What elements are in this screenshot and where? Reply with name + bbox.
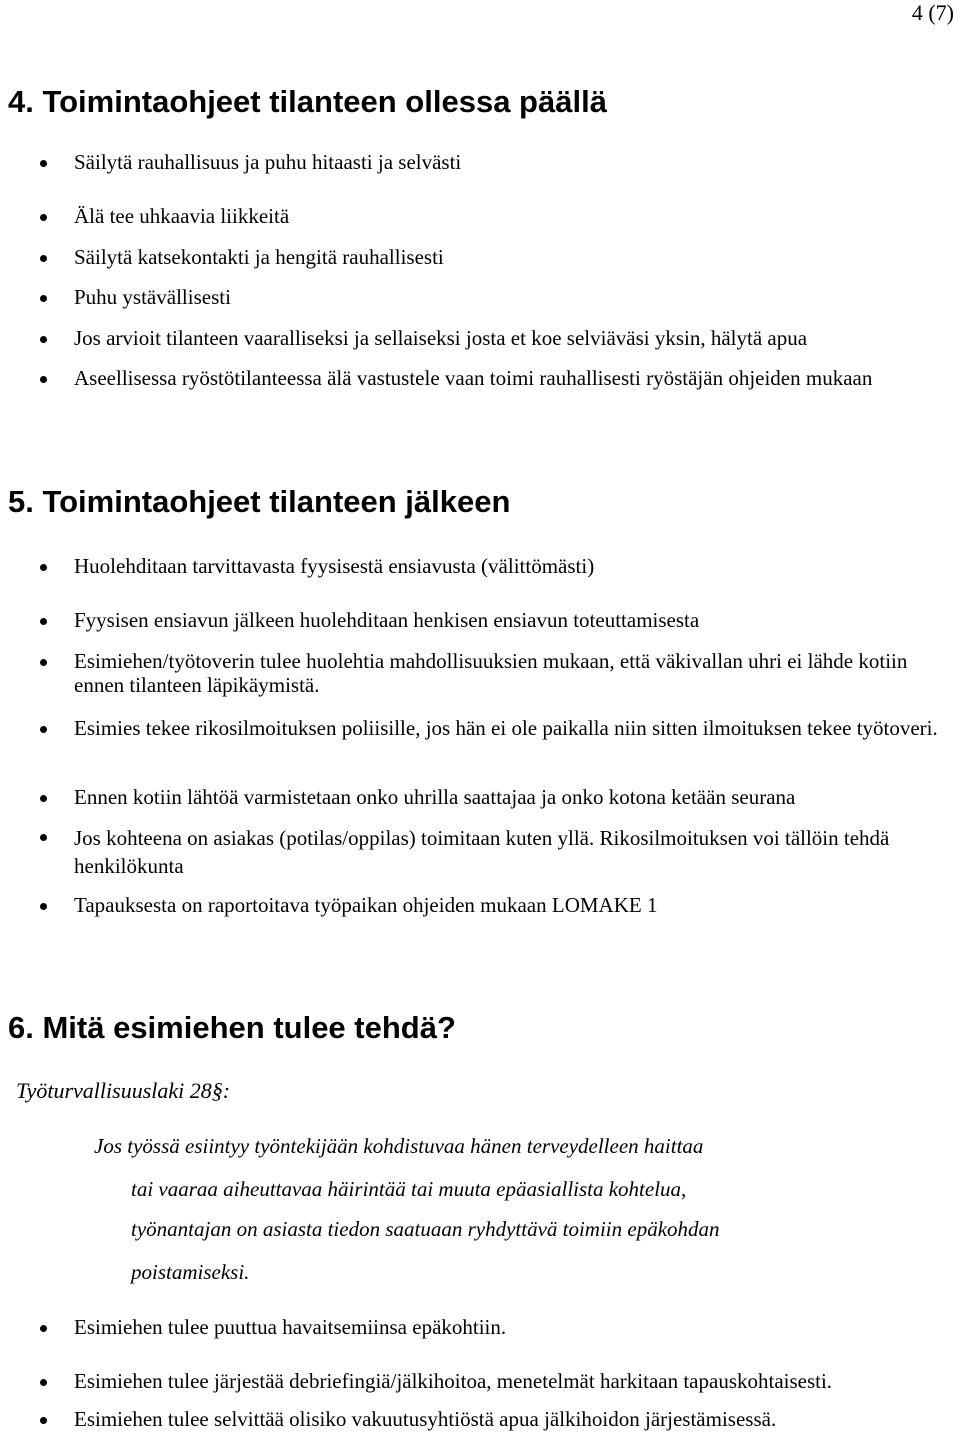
bullet-icon	[40, 564, 47, 571]
bullet-icon	[40, 255, 47, 262]
list-item-text: Säilytä rauhallisuus ja puhu hitaasti ja selvästi	[74, 150, 462, 174]
law-quote-line: työnantajan on asiasta tiedon saatuaan ryhdyttävä toimiin epäkohdan	[131, 1217, 720, 1241]
bullet-icon	[40, 1325, 47, 1332]
list-item-text: Puhu ystävällisesti	[74, 285, 231, 309]
section-4-heading: 4. Toimintaohjeet tilanteen ollessa päällä	[8, 84, 607, 119]
bullet-icon	[40, 1379, 47, 1386]
list-item-text: Jos arvioit tilanteen vaaralliseksi ja sellaiseksi josta et koe selviäväsi yksin, hälytä apua	[74, 326, 808, 350]
list-item-text: Esimies tekee rikosilmoituksen poliisille, jos hän ei ole paikalla niin sitten ilmoituksen tekee työtoveri.	[74, 716, 938, 740]
list-item-text: Tapauksesta on raportoitava työpaikan ohjeiden mukaan LOMAKE 1	[74, 893, 658, 917]
section-5-heading: 5. Toimintaohjeet tilanteen jälkeen	[8, 484, 511, 519]
list-item-text: Esimiehen tulee järjestää debriefingiä/jälkihoitoa, menetelmät harkitaan tapauskohtaisesti.	[74, 1369, 833, 1393]
list-item-text: Säilytä katsekontakti ja hengitä rauhallisesti	[74, 245, 444, 269]
bullet-icon	[40, 795, 47, 802]
bullet-icon	[40, 1417, 47, 1424]
bullet-icon	[40, 903, 47, 910]
bullet-icon	[40, 214, 47, 221]
list-item-text: Ennen kotiin lähtöä varmistetaan onko uhrilla saattajaa ja onko kotona ketään seurana	[74, 785, 796, 809]
list-item-text: Älä tee uhkaavia liikkeitä	[74, 204, 290, 228]
bullet-icon	[40, 618, 47, 625]
bullet-icon	[40, 376, 47, 383]
list-item-text: Huolehditaan tarvittavasta fyysisestä ensiavusta (välittömästi)	[74, 554, 595, 578]
list-item-text: Esimiehen tulee puuttua havaitsemiinsa epäkohtiin.	[74, 1315, 507, 1339]
bullet-icon	[40, 336, 47, 343]
list-item-text: Fyysisen ensiavun jälkeen huolehditaan henkisen ensiavun toteuttamisesta	[74, 608, 700, 632]
bullet-icon	[40, 659, 47, 666]
bullet-icon	[40, 834, 47, 841]
law-quote-line: poistamiseksi.	[131, 1260, 250, 1284]
law-title: Työturvallisuuslaki 28§:	[16, 1078, 231, 1103]
bullet-icon	[40, 726, 47, 733]
bullet-icon	[40, 160, 47, 167]
bullet-icon	[40, 295, 47, 302]
list-item-text: Jos kohteena on asiakas (potilas/oppilas) toimitaan kuten yllä. Rikosilmoituksen voi tällöin tehdä henkilökunta	[74, 826, 890, 878]
page-number: 4 (7)	[911, 0, 954, 25]
section-6-heading: 6. Mitä esimiehen tulee tehdä?	[8, 1010, 456, 1045]
law-quote-line: tai vaaraa aiheuttavaa häirintää tai muuta epäasiallista kohtelua,	[131, 1177, 687, 1201]
list-item-text: Esimiehen tulee selvittää olisiko vakuutusyhtiöstä apua jälkihoidon järjestämisessä.	[74, 1407, 777, 1431]
law-quote-line: Jos työssä esiintyy työntekijään kohdistuvaa hänen terveydelleen haittaa	[94, 1134, 704, 1158]
list-item-text: Esimiehen/työtoverin tulee huolehtia mahdollisuuksien mukaan, että väkivallan uhri ei lähde kotiin ennen tilanteen läpikäymistä.	[74, 649, 908, 697]
list-item-text: Aseellisessa ryöstötilanteessa älä vastustele vaan toimi rauhallisesti ryöstäjän ohjeiden mukaan	[74, 366, 873, 390]
